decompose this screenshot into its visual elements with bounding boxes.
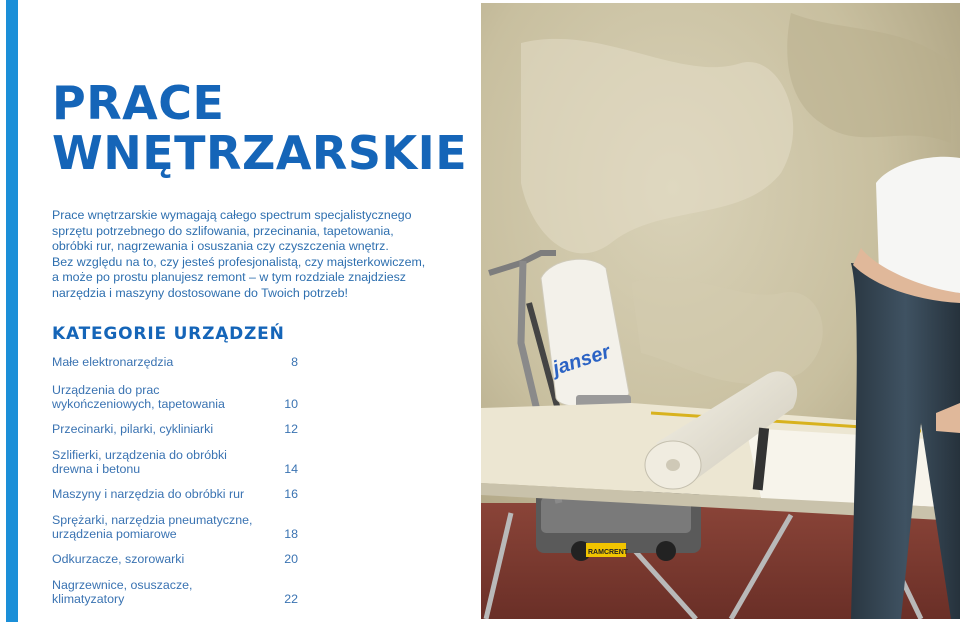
- category-item[interactable]: [52, 552, 298, 566]
- category-item[interactable]: [52, 578, 298, 606]
- category-page: 22: [284, 591, 298, 606]
- category-label: Szlifierki, urządzenia do obróbki drewna i betonu: [52, 448, 227, 476]
- category-page: 12: [284, 421, 298, 436]
- category-page: 10: [284, 396, 298, 411]
- person-legs: [851, 263, 960, 619]
- category-label: Sprężarki, narzędzia pneumatyczne, urządzenia pomiarowe: [52, 513, 253, 541]
- category-label: Urządzenia do prac wykończeniowych, tapetowania: [52, 383, 225, 411]
- category-item[interactable]: [52, 448, 298, 476]
- wallpapering-illustration: [481, 3, 960, 619]
- category-page: 8: [291, 354, 298, 369]
- categories-list: [52, 355, 298, 606]
- intro-line: narzędzia i maszyny dostosowane do Twoich potrzeb!: [52, 285, 348, 300]
- intro-line: Prace wnętrzarskie wymagają całego spectrum specjalistycznego: [52, 208, 412, 222]
- category-item[interactable]: [52, 422, 298, 436]
- intro-line: a może po prostu planujesz remont – w tym rozdziale znajdziesz: [52, 270, 406, 285]
- category-page: 18: [284, 526, 298, 541]
- roll-core: [666, 459, 680, 471]
- page-title: [52, 78, 467, 178]
- category-label: Przecinarki, pilarki, cykliniarki: [52, 421, 214, 436]
- intro-line: sprzętu potrzebnego do szlifowania, przecinania, tapetowania,: [52, 223, 394, 238]
- intro-line: Bez względu na to, czy jesteś profesjonalistą, czy majsterkowiczem,: [52, 254, 426, 269]
- category-label: Nagrzewnice, osuszacze, klimatyzatory: [52, 578, 193, 606]
- category-label: Odkurzacze, szorowarki: [52, 551, 185, 566]
- category-page: 14: [284, 461, 298, 476]
- sander-wheel: [656, 541, 676, 561]
- category-page: 16: [284, 486, 298, 501]
- category-label: Maszyny i narzędzia do obróbki rur: [52, 486, 245, 501]
- category-item[interactable]: [52, 513, 298, 541]
- dust-bag-logo: janser: [550, 340, 613, 380]
- category-page: 20: [284, 551, 298, 566]
- machine-label: RAMCRENT: [588, 549, 629, 556]
- intro-line: obróbki rur, nagrzewania i osuszania czy czyszczenia wnętrz.: [52, 239, 389, 254]
- category-label: Małe elektronarzędzia: [52, 354, 174, 369]
- accent-bar: [6, 0, 18, 622]
- intro-paragraph: [52, 208, 462, 302]
- wallpapering-photo: [481, 3, 960, 619]
- category-item[interactable]: [52, 383, 298, 411]
- title-line-1: PRACE: [52, 76, 225, 130]
- categories-heading: KATEGORIE URZĄDZEŃ: [52, 324, 285, 344]
- title-line-2: WNĘTRZARSKIE: [52, 126, 468, 180]
- category-item[interactable]: [52, 355, 298, 369]
- category-item[interactable]: [52, 487, 298, 501]
